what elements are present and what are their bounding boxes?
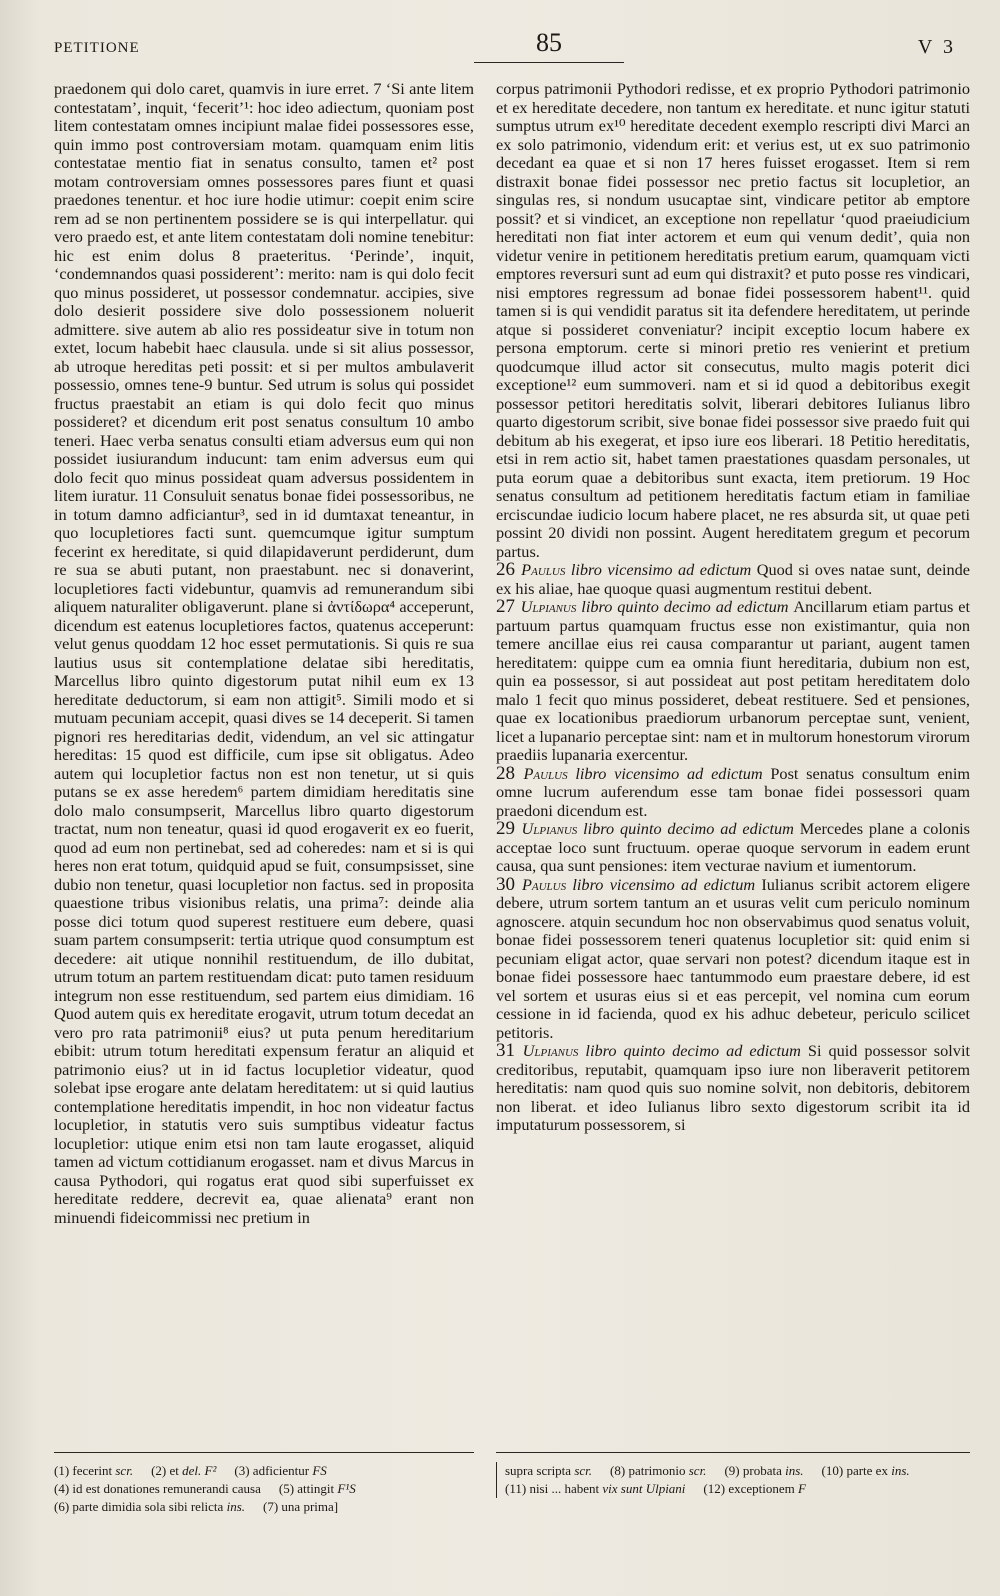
law-author: Paulus bbox=[521, 560, 571, 579]
footnote-mark: (2) bbox=[151, 1463, 170, 1478]
law-author: Paulus bbox=[521, 874, 573, 894]
footnote-mark: (11) bbox=[505, 1481, 530, 1496]
footnote-editorial-note: vix sunt Ulpiani bbox=[602, 1481, 686, 1496]
footnote bbox=[610, 1462, 706, 1480]
law-fragment bbox=[496, 1042, 970, 1135]
footnote-editorial-note: ins. bbox=[226, 1499, 245, 1514]
footnote-mark: (1) bbox=[54, 1463, 73, 1478]
footnotes-right bbox=[496, 1462, 970, 1498]
left-column bbox=[54, 80, 474, 1227]
footnote-mark: (7) bbox=[263, 1499, 282, 1514]
footnote-editorial-note: ins. bbox=[785, 1463, 804, 1478]
footnote-text: parte dimidia sola sibi relicta bbox=[72, 1499, 227, 1514]
law-number: 27 bbox=[496, 596, 521, 617]
law-fragment bbox=[496, 561, 970, 598]
law-author: Ulpianus bbox=[522, 1041, 586, 1060]
law-source: libro quinto decimo ad edictum bbox=[583, 819, 800, 838]
right-column-text: corpus patrimonii Pythodori redisse, et ex proprio Pythodori patrimonio et ex hereditate decedere, non tantum ex hereditate. et nunc igitur statuti sumptus utrum ex¹⁰ hereditate decedent exemplo rescripti divi Marci an ex solo patrimonio, videndum erit: et verius est, ut ex suo patrimonio decedant ea quae et si non 17 heres fuisset erogasset. Item si rem distraxit bonae fidei possessor nec pretio factus sit locupletior, an singulas res, si nondum usucaptae sint, vindicare petitor ab emptore possit? et si vindicet, an exceptione non repellatur ‘quod praeiudicium hereditati non fiat inter actorem et eum qui venum dedit’, quia non videtur venire in petitionem hereditatis pretium earum, quamquam victi emptores reversuri sunt ad eum qui distraxit? et puto posse res vindicari, nisi emptores regressum ad bonae fidei possessorem habent¹¹. quid tamen si is qui vendidit paratus sit ita defendere hereditatem, ut perinde atque si possideret conveniatur? incipit exceptio locum habere ex persona emptorum. certe si minori pretio res venierint et pretium quodcumque illud actor sit consecutus, multo magis poterit dici exceptione¹² eum summoveri. nam et si id quod a debitoribus exegit possessor petitori hereditatis solvit, liberari debitores Iulianus libro quarto digestorum scribit, sive bonae fidei possessor sive praedo fuit qui debitum ab his exegerat, et ipso iure eos liberari. 18 Petitio hereditatis, etsi in rem actio sit, habet tamen praestationes quasdam personales, ut puta eorum quae a debitoribus sunt exacta, item pretiorum. 19 Hoc senatus consultum ad petitionem hereditatis factum etiam in familiae erciscundae iudicio locum habere placet, ne res absurda sit, ut quae peti possint 20 dividi non possint. Augent hereditatem gregum et pecorum partus. bbox=[496, 79, 970, 561]
footnote bbox=[505, 1462, 592, 1480]
footnote-text: fecerint bbox=[72, 1463, 116, 1478]
footnote bbox=[54, 1462, 133, 1480]
footnote-text: attingit bbox=[297, 1481, 338, 1496]
footnote-rule-right bbox=[496, 1452, 970, 1453]
footnote-text: parte ex bbox=[846, 1463, 892, 1478]
footnote-editorial-note: F bbox=[798, 1481, 806, 1496]
footnote bbox=[263, 1498, 338, 1516]
footnote-editorial-note: scr. bbox=[574, 1463, 593, 1478]
footnote bbox=[724, 1462, 803, 1480]
law-text: Iulianus scribit actorem eligere debere, utrum sortem tantum an et usuras velit cum periculo nominum agnoscere. atquin secundum hoc non observabimus quod senatus voluit, bonae fidei possessorem teneri quatenus locupletior sit: quid enim si pecuniam eligat actor, quae servari non potest? dicendum itaque est in bonae fidei possessore haec tantummodo eum praestare debere, id est vel sortem et usuras eius si et eas percepit, vel nomina cum eorum cessione in id facienda, quod ex his adhuc debeteur, periculo scilicet petitoris. bbox=[496, 874, 971, 1042]
law-fragment bbox=[496, 762, 971, 821]
law-text: Mercedes plane a colonis acceptae loco sunt fructuum. operae quoque servorum in eadem erunt causa, qua sunt pensiones: item vecturae navium et iumentorum. bbox=[496, 819, 971, 875]
footnote-editorial-note: FS bbox=[312, 1463, 327, 1478]
footnote-editorial-note: ins. bbox=[891, 1463, 910, 1478]
footnote-text: patrimonio bbox=[628, 1463, 689, 1478]
footnote-text: adficientur bbox=[252, 1463, 313, 1478]
footnote-editorial-note: scr. bbox=[115, 1463, 134, 1478]
page-header bbox=[54, 28, 970, 62]
footnotes-left bbox=[54, 1462, 474, 1516]
footnote-mark: (10) bbox=[821, 1463, 847, 1478]
footnote bbox=[151, 1462, 216, 1480]
footnote bbox=[505, 1480, 685, 1498]
running-title: PETITIONE bbox=[54, 40, 140, 56]
page-number: 85 bbox=[474, 28, 624, 58]
law-number: 29 bbox=[496, 818, 522, 839]
law-source: libro quinto decimo ad edictum bbox=[581, 597, 794, 616]
footnote-editorial-note: F¹S bbox=[337, 1481, 356, 1496]
footnote-text: nisi ... habent bbox=[529, 1481, 603, 1496]
law-author: Ulpianus bbox=[521, 819, 584, 838]
footnote bbox=[54, 1480, 261, 1498]
law-fragment bbox=[496, 873, 971, 1043]
law-text: Si quid possessor solvit creditoribus, reputabit, quamquam ipso iure non liberaverit petitorem hereditatis: nam quod quis suo nomine solvit, non debitoris, debitorem non liberat. et ideo Iulianus libro sexto digestorum scribit ita id imputaturum possessorem, si bbox=[496, 1041, 970, 1134]
law-source: libro vicensimo ad edictum bbox=[570, 560, 757, 579]
footnote bbox=[234, 1462, 326, 1480]
footnote-text: exceptionem bbox=[728, 1481, 799, 1496]
law-source: libro vicensimo ad edictum bbox=[575, 763, 771, 783]
footnote-editorial-note: scr. bbox=[688, 1463, 707, 1478]
footnote-mark: (8) bbox=[610, 1463, 629, 1478]
right-column bbox=[496, 80, 970, 1135]
footnote bbox=[279, 1480, 356, 1498]
footnote-editorial-note: del. F² bbox=[182, 1463, 217, 1478]
law-text: Post senatus consultum enim omne lucrum auferendum esse tam bonae fidei possessori quam praedoni dicendum est. bbox=[496, 763, 971, 820]
footnote bbox=[54, 1498, 245, 1516]
footnote-mark: (12) bbox=[703, 1481, 729, 1496]
law-source: libro vicensimo ad edictum bbox=[572, 874, 762, 894]
law-author: Paulus bbox=[523, 763, 576, 783]
footnote-text: et bbox=[169, 1463, 183, 1478]
law-number: 28 bbox=[496, 762, 524, 784]
law-text: Ancillarum etiam partus et partuum partus quamquam fructus esse non existimantur, quia non temere ancillae eius rei causa comparantur ut pariant, augent tamen hereditatem: quippe cum ea omnia fiunt hereditaria, dubium non est, quin ea possessor, si aut possideat aut post petitam hereditatem dolo malo 1 fecit quo minus possideret, debeat restituere. Sed et pensiones, quae ex locationibus praediorum urbanorum perceptae sunt, venient, licet a lupanario perceptae sint: nam et in multorum honestorum virorum praediis lupanaria exercentur. bbox=[496, 597, 971, 764]
footnote-text: una prima] bbox=[281, 1499, 339, 1514]
footnote-rule-left bbox=[54, 1452, 474, 1453]
footnote bbox=[822, 1462, 910, 1480]
footnote-text: id est donationes remunerandi causa bbox=[72, 1481, 261, 1496]
footnote-text: probata bbox=[742, 1463, 786, 1478]
footnote-mark: (9) bbox=[724, 1463, 743, 1478]
footnote bbox=[703, 1480, 806, 1498]
footnote-mark: (4) bbox=[54, 1481, 73, 1496]
law-fragment bbox=[496, 820, 970, 876]
footnote-mark: (6) bbox=[54, 1499, 73, 1514]
footnote-mark: (3) bbox=[234, 1463, 253, 1478]
section-mark: V 3 bbox=[917, 36, 956, 58]
law-number: 30 bbox=[496, 873, 522, 895]
law-author: Ulpianus bbox=[520, 597, 582, 616]
law-fragment bbox=[496, 598, 970, 765]
footnote-text: supra scripta bbox=[505, 1463, 575, 1478]
footnote-mark: (5) bbox=[278, 1481, 298, 1496]
law-number: 31 bbox=[496, 1040, 523, 1061]
law-source: libro quinto decimo ad edictum bbox=[585, 1041, 808, 1060]
left-column-text: praedonem qui dolo caret, quamvis in iure erret. 7 ‘Si ante litem contestatam’, inquit, ‘fecerit’¹: hoc ideo adiectum, quoniam post litem contestatam omnes incipiunt malae fidei possessores esse, quin immo post controversiam motam. quamquam enim litis contestatae mentio fiat in senatus consulto, tamen et² post motam controversiam omnes possessores pares fiunt et quasi praedones tenentur. et hoc iure hodie utimur: coepit enim scire rem ad se non pertinentem possidere se is qui interpellatur. qui vero praedo est, et ante litem contestatam doli nomine tenebitur: hic est enim dolus 8 praeteritus. ‘Perinde’, inquit, ‘condemnandos quasi possiderent’: merito: nam is qui dolo fecit quo minus possideret, ut possessor condemnatur. accipies, sive dolo desierit possidere sive dolo possessionem noluerit admittere. sive autem ab alio res possideatur sive in totum non extet, locum habebit haec clausula. unde si sit alius possessor, ab utroque hereditas peti possit: et si per multos ambulaverit possessio, omnes tene-9 buntur. Sed utrum is solus qui possidet fructus praestabit an etiam is qui dolo fecit quo minus possideret? et dicendum erit post senatus consultum 10 ambo teneri. Haec verba senatus consulti etiam adversus eum qui non possidet iusiurandum inducunt: tam enim adversus eum qui dolo fecit quo minus possideat quam adversus possidentem in litem iuratur. 11 Consuluit senatus bonae fidei possessoribus, ne in totum damno adficiantur³, sed in id dumtaxat teneantur, in quo locupletiores facti sunt. quemcumque igitur sumptum fecerint ex hereditate, si quid dilapidaverunt perdiderunt, dum re sua se abuti putant, non praestabunt. nec si donaverint, locupletiores facti videbuntur, quamvis ad remunerandum sibi aliquem naturaliter obligaverunt. plane si ἀντίδωρα⁴ acceperunt, dicendum est eatenus locupletiores factos, quatenus acceperunt: velut genus quoddam 12 hoc esset permutationis. Si quis re sua lautius usus sit contemplatione delatae sibi hereditatis, Marcellus libro quinto digestorum putat nihil eum ex 13 hereditate deductorum, si eam non attigit⁵. Simili modo et si mutuam pecuniam accepit, quasi dives se 14 deceperit. Si tamen pignori res hereditarias dedit, videndum, an vel sic attingatur hereditas: 15 quod est difficile, cum ipse sit obligatus. Adeo autem qui locupletior factus non est non tenetur, ut si quis putans se ex asse heredem⁶ partem dimidiam hereditatis sine dolo malo consumpserit, Marcellus libro quarto digestorum tractat, num non teneatur, quasi id quod erogaverit ex eo fuerit, quod ad eum non pertinebat, sed ad coheredes: nam et si is qui heres non erat totum, quidquid apud se fuit, consumpsisset, sine dubio non tenetur, quasi locupletior non factus. sed in proposita quaestione tribus visionibus relatis, una prima⁷: deinde alia posse dici totum quod superest restituere eum debere, quasi suam partem consumpserit: tertia utrique quod consumptum est decedere: ait utique nonnihil restituendum, de illo dubitat, utrum totum an partem restituendam dicat: puto tamen residuum integrum non esse restituendum, sed partem eius dimidiam. 16 Quod autem quis ex hereditate erogavit, utrum totum decedat an vero pro rata patrimonii⁸ eius? ut puta penum hereditarium ebibit: utrum totum hereditati expensum feratur an aliquid et patrimonio eius? ut in id factus locupletior videatur, quod solebat ipse erogare ante delatam hereditatem: ut si quid lautius contemplatione hereditatis impendit, in hoc non videatur factus locupletior, in statutis vero suis sumptibus videatur factus locupletior: utique enim etsi non tam laute erogasset, aliquid tamen ad victum cottidianum erogasset. nam et divus Marcus in causa Pythodori, qui rogatus erat quod sibi superfuisset ex hereditate reddere, decrevit ea, quae alienata⁹ erant non minuendi fideicommissi nec pretium in bbox=[54, 79, 474, 1227]
law-text: Quod si oves natae sunt, deinde ex his aliae, hae quoque quasi augmentum restitui debent. bbox=[496, 560, 971, 598]
law-number: 26 bbox=[496, 559, 522, 580]
